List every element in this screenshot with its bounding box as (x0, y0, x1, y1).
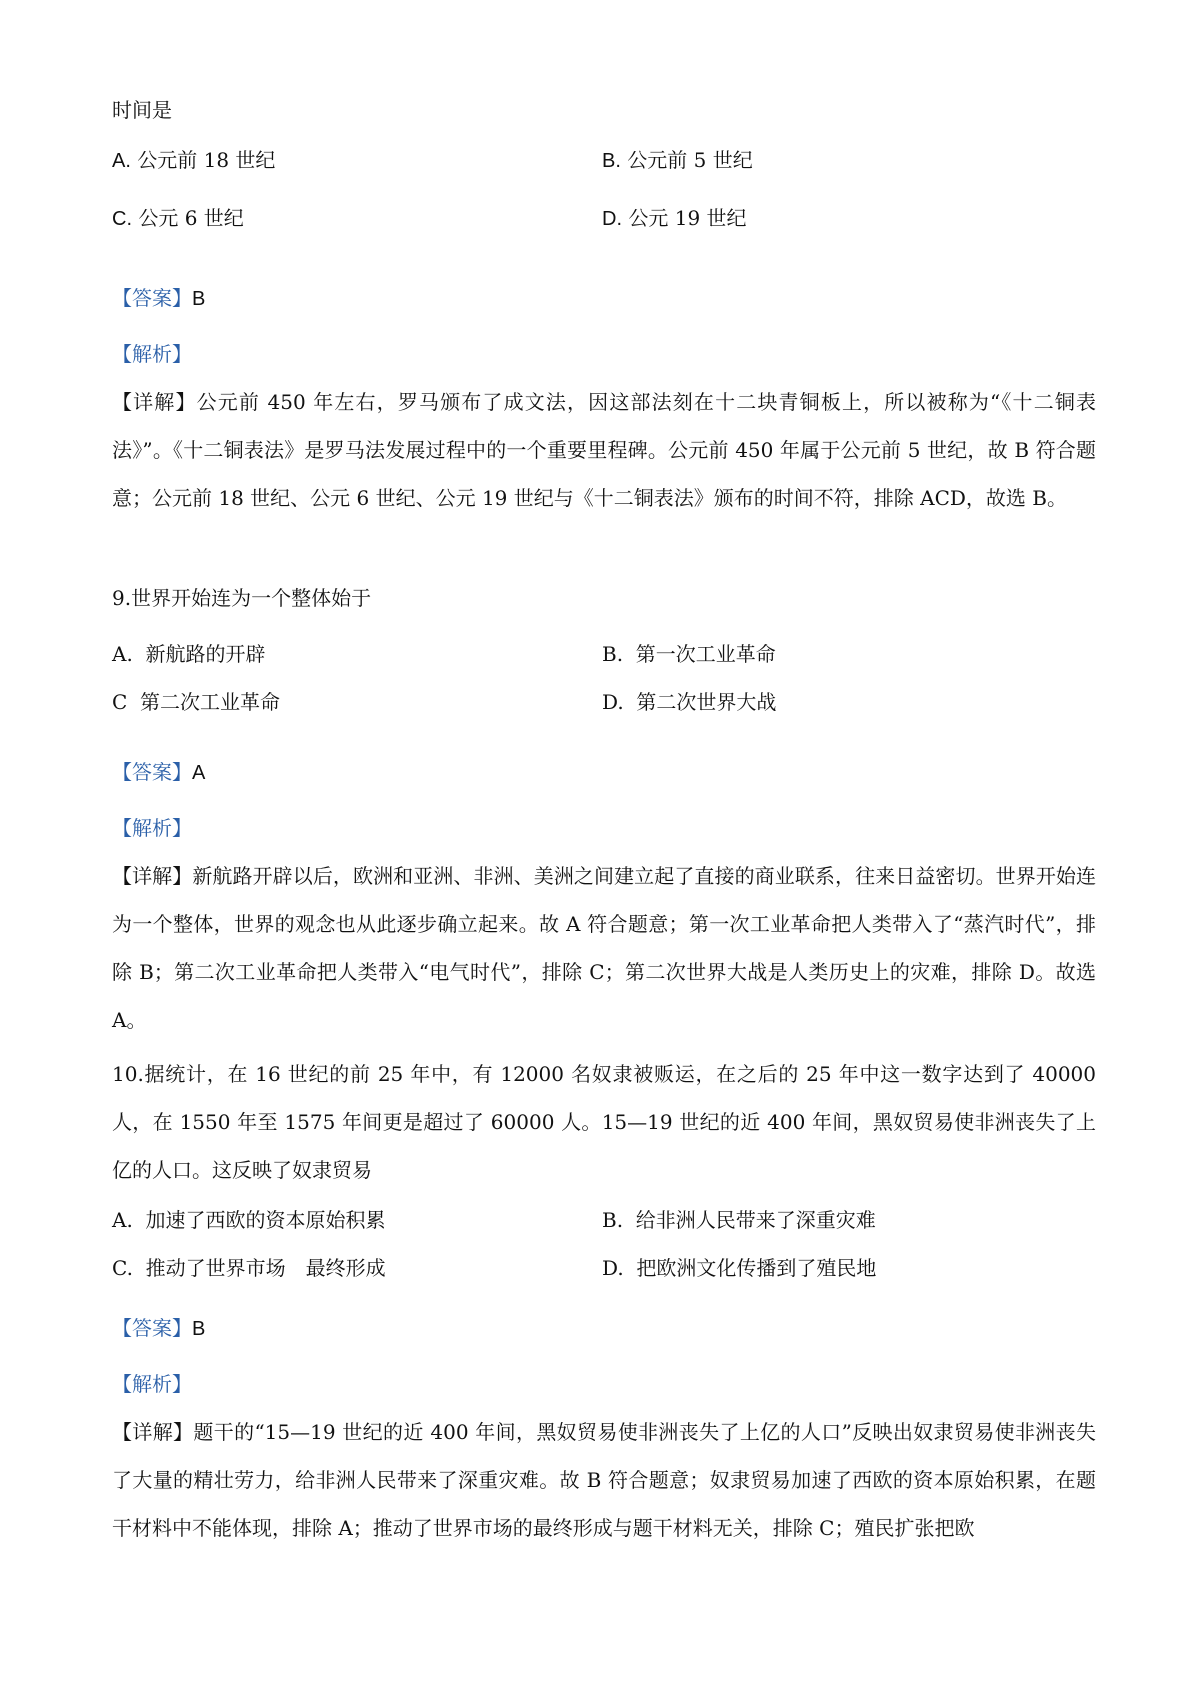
q10-option-d-letter: D. (602, 1256, 624, 1280)
q9-option-b-text: 第一次工业革命 (635, 642, 776, 666)
q8-analysis-tag (112, 340, 192, 368)
q10-analysis-label: 【解析】 (112, 1372, 192, 1396)
q8-option-a-letter: A. (112, 150, 131, 172)
q9-answer-tag: 【答案】 (112, 760, 192, 784)
q9-option-d-text: 第二次世界大战 (636, 690, 777, 714)
q10-option-b (602, 1206, 876, 1234)
q8-option-b (602, 146, 753, 175)
q10-option-d-text: 把欧洲文化传播到了殖民地 (636, 1256, 877, 1280)
q8-detail: 【详解】公元前 450 年左右，罗马颁布了成文法，因这部法刻在十二块青铜板上，所以被称为“《十二铜表法》”。《十二铜表法》是罗马法发展过程中的一个重要里程碑。公元前 450 年属于公元前 5 世纪，故 B 符合题意；公元前 18 世纪、公元 6 世纪、公元 19 世纪与《十二铜表法》颁布的时间不符，排除 ACD，故选 B。 (112, 390, 1096, 510)
q8-option-a-text: 公元前 18 世纪 (137, 148, 276, 172)
q9-option-a-letter: A. (112, 642, 133, 666)
q9-option-d (602, 688, 776, 716)
q9-option-c-letter: C (112, 690, 128, 714)
q10-option-b-letter: B. (602, 1208, 624, 1232)
q9-option-b-letter: B. (602, 642, 624, 666)
q10-option-c (112, 1254, 386, 1282)
q9-option-d-letter: D. (602, 690, 624, 714)
q10-answer (112, 1314, 205, 1343)
q10-option-a-letter: A. (112, 1208, 133, 1232)
q9-option-b (602, 640, 776, 668)
q10-option-c-letter: C. (112, 1256, 133, 1280)
q10-option-b-text: 给非洲人民带来了深重灾难 (635, 1208, 876, 1232)
q8-option-d-letter: D. (602, 208, 622, 230)
q9-stem: 9.世界开始连为一个整体始于 (112, 586, 372, 610)
q10-option-c-text: 推动了世界市场 最终形成 (145, 1256, 386, 1280)
q8-option-c-text: 公元 6 世纪 (138, 206, 244, 230)
q10-option-d (602, 1254, 876, 1282)
q9-analysis-label: 【解析】 (112, 816, 192, 840)
q9-option-a (112, 640, 266, 668)
q10-answer-value: B (192, 1318, 206, 1340)
q9-option-c-text: 第二次工业革命 (140, 690, 281, 714)
q10-option-a-text: 加速了西欧的资本原始积累 (145, 1208, 386, 1232)
q9-answer (112, 758, 205, 787)
q9-detail: 【详解】新航路开辟以后，欧洲和亚洲、非洲、美洲之间建立起了直接的商业联系，往来日益密切。世界开始连为一个整体，世界的观念也从此逐步确立起来。故 A 符合题意；第一次工业革命把人类带入了“蒸汽时代”，排除 B；第二次工业革命把人类带入“电气时代”，排除 C；第二次世界大战是人类历史上的灾难，排除 D。故选 A。 (112, 864, 1096, 1032)
q9-answer-value: A (192, 762, 206, 784)
q8-option-c-letter: C. (112, 208, 132, 230)
q10-option-a (112, 1206, 386, 1234)
q8-option-b-text: 公元前 5 世纪 (627, 148, 753, 172)
q10-detail: 【详解】题干的“15—19 世纪的近 400 年间，黑奴贸易使非洲丧失了上亿的人口”反映出奴隶贸易使非洲丧失了大量的精壮劳力，给非洲人民带来了深重灾难。故 B 符合题意；奴隶贸易加速了西欧的资本原始积累，在题干材料中不能体现，排除 A；推动了世界市场的最终形成与题干材料无关，排除 C；殖民扩张把欧 (112, 1420, 1096, 1540)
q8-answer (112, 284, 205, 313)
q8-analysis-label: 【解析】 (112, 342, 192, 366)
q10-stem: 10.据统计，在 16 世纪的前 25 年中，有 12000 名奴隶被贩运，在之后的 25 年中这一数字达到了 40000 人，在 1550 年至 1575 年间更是超过了 60000 人。15—19 世纪的近 400 年间，黑奴贸易使非洲丧失了上亿的人口。这反映了奴隶贸易 (112, 1062, 1096, 1182)
q10-analysis-tag (112, 1370, 192, 1398)
q9-option-a-text: 新航路的开辟 (145, 642, 266, 666)
q8-option-c (112, 204, 244, 233)
q8-answer-tag: 【答案】 (112, 286, 192, 310)
q8-option-b-letter: B. (602, 150, 621, 172)
q9-analysis-tag (112, 814, 192, 842)
q8-option-a (112, 146, 275, 175)
q8-option-d (602, 204, 747, 233)
q8-option-d-text: 公元 19 世纪 (628, 206, 747, 230)
q9-option-c (112, 688, 280, 716)
q8-answer-value: B (192, 288, 206, 310)
q10-answer-tag: 【答案】 (112, 1316, 192, 1340)
q8-stem-tail: 时间是 (112, 98, 172, 122)
